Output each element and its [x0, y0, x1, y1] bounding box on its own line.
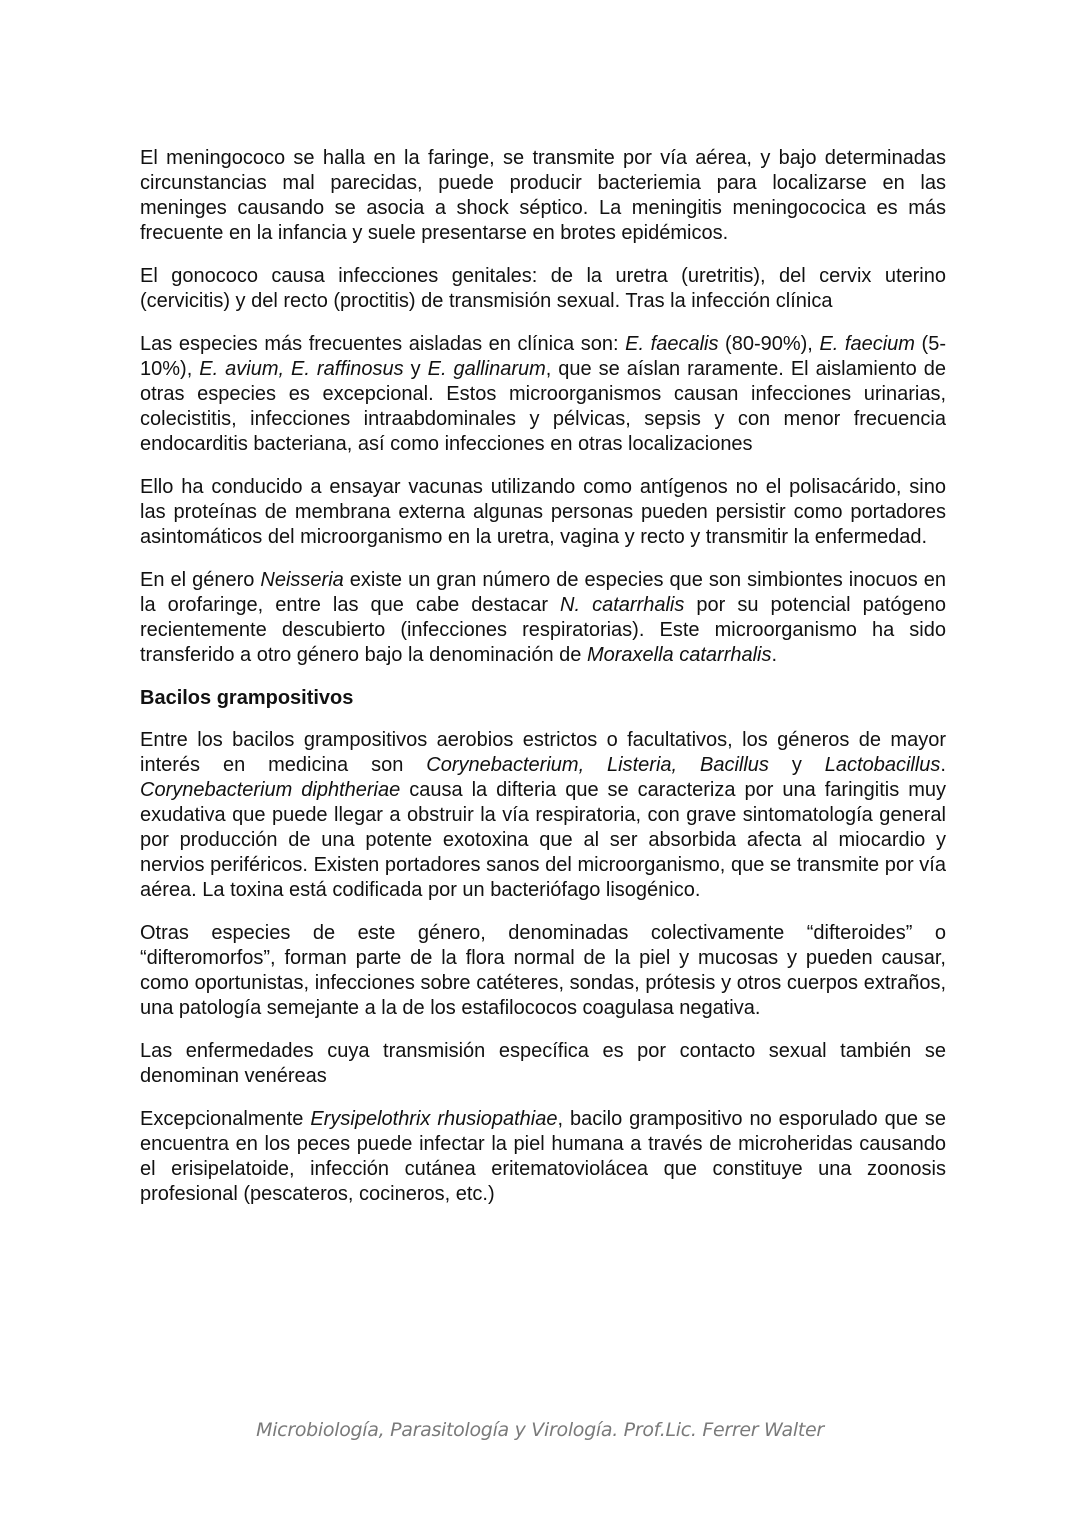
paragraph-enterococcus-species: [140, 332, 946, 457]
species-name: E. faecium: [819, 333, 915, 355]
species-name: E. gallinarum: [427, 358, 546, 380]
text-run: y: [403, 358, 428, 380]
paragraph-gonococo: El gonococo causa infecciones genitales: de la uretra (uretritis), del cervix uterino (cervicitis) y del recto (proctitis) de transmisión sexual. Tras la infección clínica: [140, 265, 946, 312]
text-run: En el género: [140, 569, 261, 591]
genus-name: Corynebacterium, Listeria, Bacillus: [426, 754, 769, 776]
text-run: (80-90%),: [718, 333, 820, 355]
paragraph-bacilos-grampositivos: [140, 728, 946, 903]
section-heading: Bacilos grampositivos: [140, 687, 354, 709]
paragraph-meningococo: El meningococo se halla en la faringe, se transmite por vía aérea, y bajo determinadas circunstancias mal parecidas, puede producir bacteriemia para localizarse en las meninges causando se asocia a shock séptico. La meningitis meningococica es más frecuente en la infancia y suele presentarse en brotes epidémicos.: [140, 147, 946, 244]
text-run: existe un gran número de especies que son simbiontes inocuos en la orofaringe, entre las que cabe destacar: [140, 569, 947, 616]
genus-name: Neisseria: [260, 569, 344, 591]
text-run: y: [768, 754, 825, 776]
paragraph-vacunas: Ello ha conducido a ensayar vacunas utilizando como antígenos no el polisacárido, sino las proteínas de membrana externa algunas personas pueden persistir como portadores asintomáticos del microorganismo en la uretra, vagina y recto y transmitir la enfermedad.: [140, 476, 946, 548]
page-footer: Microbiología, Parasitología y Virología. Prof.Lic. Ferrer Walter: [256, 1419, 824, 1441]
text-run: por su potencial patógeno recientemente descubierto (infecciones respiratorias). Este microorganismo ha sido transferido a otro género bajo la denominación de: [140, 594, 946, 666]
text-run: , que se aíslan raramente. El aislamiento de otras especies es excepcional. Estos microorganismos causan infecciones urinarias, colecistitis, infecciones intraabdominales y pélvicas, sepsis y con menor frecuencia endocarditis bacteriana, así como infecciones en otras localizaciones: [140, 358, 947, 455]
genus-name: Lactobacillus: [824, 754, 941, 776]
species-name: N. catarrhalis: [560, 594, 685, 616]
species-name: Moraxella catarrhalis: [586, 644, 772, 666]
species-name: E. faecalis: [625, 333, 719, 355]
text-run: .: [940, 754, 946, 776]
paragraph-neisseria: [140, 568, 946, 668]
species-name: Erysipelothrix rhusiopathiae: [310, 1108, 558, 1130]
text-run: (5-10%),: [140, 333, 946, 380]
paragraph-difteroides: Otras especies de este género, denominadas colectivamente “difteroides” o “difteromorfos”, forman parte de la flora normal de la piel y mucosas y pueden causar, como oportunistas, infecciones sobre catéteres, sondas, prótesis y otros cuerpos extraños, una patología semejante a la de los estafilococos coagulasa negativa.: [140, 922, 946, 1019]
species-name: Corynebacterium diphtheriae: [140, 779, 401, 801]
species-name: E. avium, E. raffinosus: [199, 358, 404, 380]
text-run: Las especies más frecuentes aisladas en clínica son:: [140, 333, 626, 355]
text-run: , bacilo grampositivo no esporulado que se encuentra en los peces puede infectar la piel humana a través de microheridas causando el erisipelatoide, infección cutánea eritematoviolácea que constituye una zoonosis profesional (pescateros, cocineros, etc.): [140, 1108, 947, 1205]
paragraph-erysipelothrix: [140, 1107, 946, 1207]
text-run: causa la difteria que se caracteriza por una faringitis muy exudativa que puede llegar a obstruir la vía respiratoria, con grave sintomatología general por producción de una potente exotoxina que al ser absorbida afecta al miocardio y nervios periféricos. Existen portadores sanos del microorganismo, que se transmite por vía aérea. La toxina está codificada por un bacteriófago lisogénico.: [140, 779, 946, 901]
text-run: .: [771, 644, 778, 666]
document-body: [140, 146, 946, 1225]
text-run: Excepcionalmente: [140, 1108, 311, 1130]
paragraph-venereas: Las enfermedades cuya transmisión específica es por contacto sexual también se denominan venéreas: [140, 1040, 946, 1087]
text-run: Entre los bacilos grampositivos aerobios estrictos o facultativos, los géneros de mayor interés en medicina son: [140, 729, 946, 776]
